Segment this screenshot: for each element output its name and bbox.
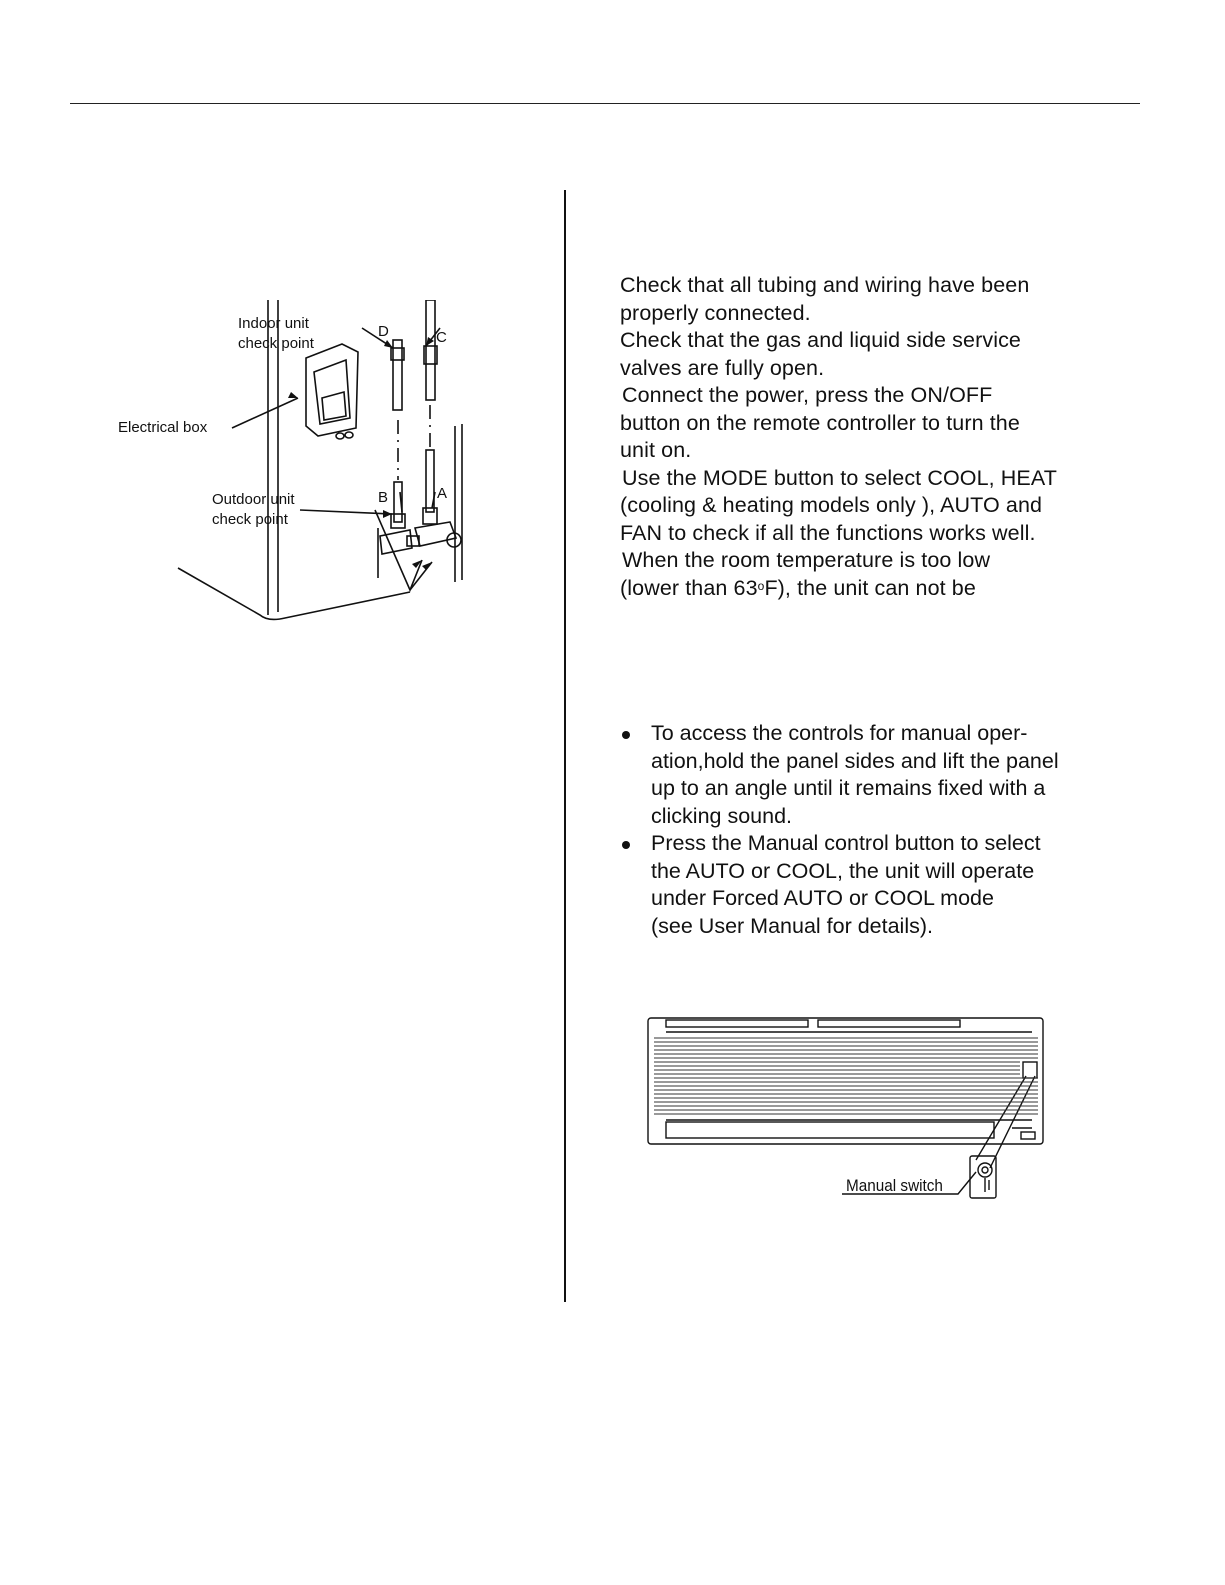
text-line: Check that all tubing and wiring have been xyxy=(620,273,1030,297)
text-line: clicking sound. xyxy=(651,803,793,828)
electrical-box-label: Electrical box xyxy=(118,419,208,436)
test-operation-text xyxy=(620,272,1140,602)
text-fragment: (lower than 63 xyxy=(620,575,758,600)
indoor-check-point-label: Indoor unit xyxy=(238,315,309,332)
text-line: Press the Manual control button to select xyxy=(651,831,1041,855)
text-line: FAN to check if all the functions works well. xyxy=(620,520,1036,545)
outdoor-check-point-label: Outdoor unit xyxy=(212,491,295,508)
text-line: To access the controls for manual oper- xyxy=(651,721,1028,745)
letter-d-label: D xyxy=(378,323,389,340)
text-line: the AUTO or COOL, the unit will operate xyxy=(651,858,1035,883)
check-points-figure xyxy=(110,300,510,630)
letter-b-label: B xyxy=(378,489,389,506)
text-line: unit on. xyxy=(620,438,692,462)
text-line: ation,hold the panel sides and lift the panel xyxy=(651,748,1059,773)
letter-a-label: A xyxy=(437,485,448,502)
outdoor-check-point-label: check point xyxy=(212,511,288,528)
text-line: (cooling & heating models only ), AUTO and xyxy=(620,493,1043,517)
list-item xyxy=(620,720,1140,830)
letter-c-label: C xyxy=(436,329,447,346)
temperature-line xyxy=(620,575,1140,603)
text-line: Check that the gas and liquid side service xyxy=(620,328,1021,352)
text-line: When the room temperature is too low xyxy=(622,548,991,572)
column-divider xyxy=(564,190,566,1302)
text-line: (see User Manual for details). xyxy=(651,913,933,938)
list-item xyxy=(620,830,1140,940)
bullet-icon xyxy=(622,731,630,739)
bullet-icon xyxy=(622,841,630,849)
header-rule xyxy=(70,103,1140,104)
text-line: valves are fully open. xyxy=(620,355,825,380)
manual-operation-list xyxy=(620,720,1140,940)
degree-mark: o xyxy=(757,578,765,593)
manual-switch-label: Manual switch xyxy=(846,1176,943,1195)
text-line: under Forced AUTO or COOL mode xyxy=(651,886,994,910)
indoor-check-point-label: check point xyxy=(238,335,314,352)
text-line: Connect the power, press the ON/OFF xyxy=(622,383,993,407)
text-line: properly connected. xyxy=(620,300,811,325)
text-line: button on the remote controller to turn the xyxy=(620,410,1020,435)
text-line: up to an angle until it remains fixed with a xyxy=(651,776,1046,800)
text-line: Use the MODE button to select COOL, HEAT xyxy=(622,465,1057,490)
text-fragment: F), the unit can not be xyxy=(764,575,976,600)
